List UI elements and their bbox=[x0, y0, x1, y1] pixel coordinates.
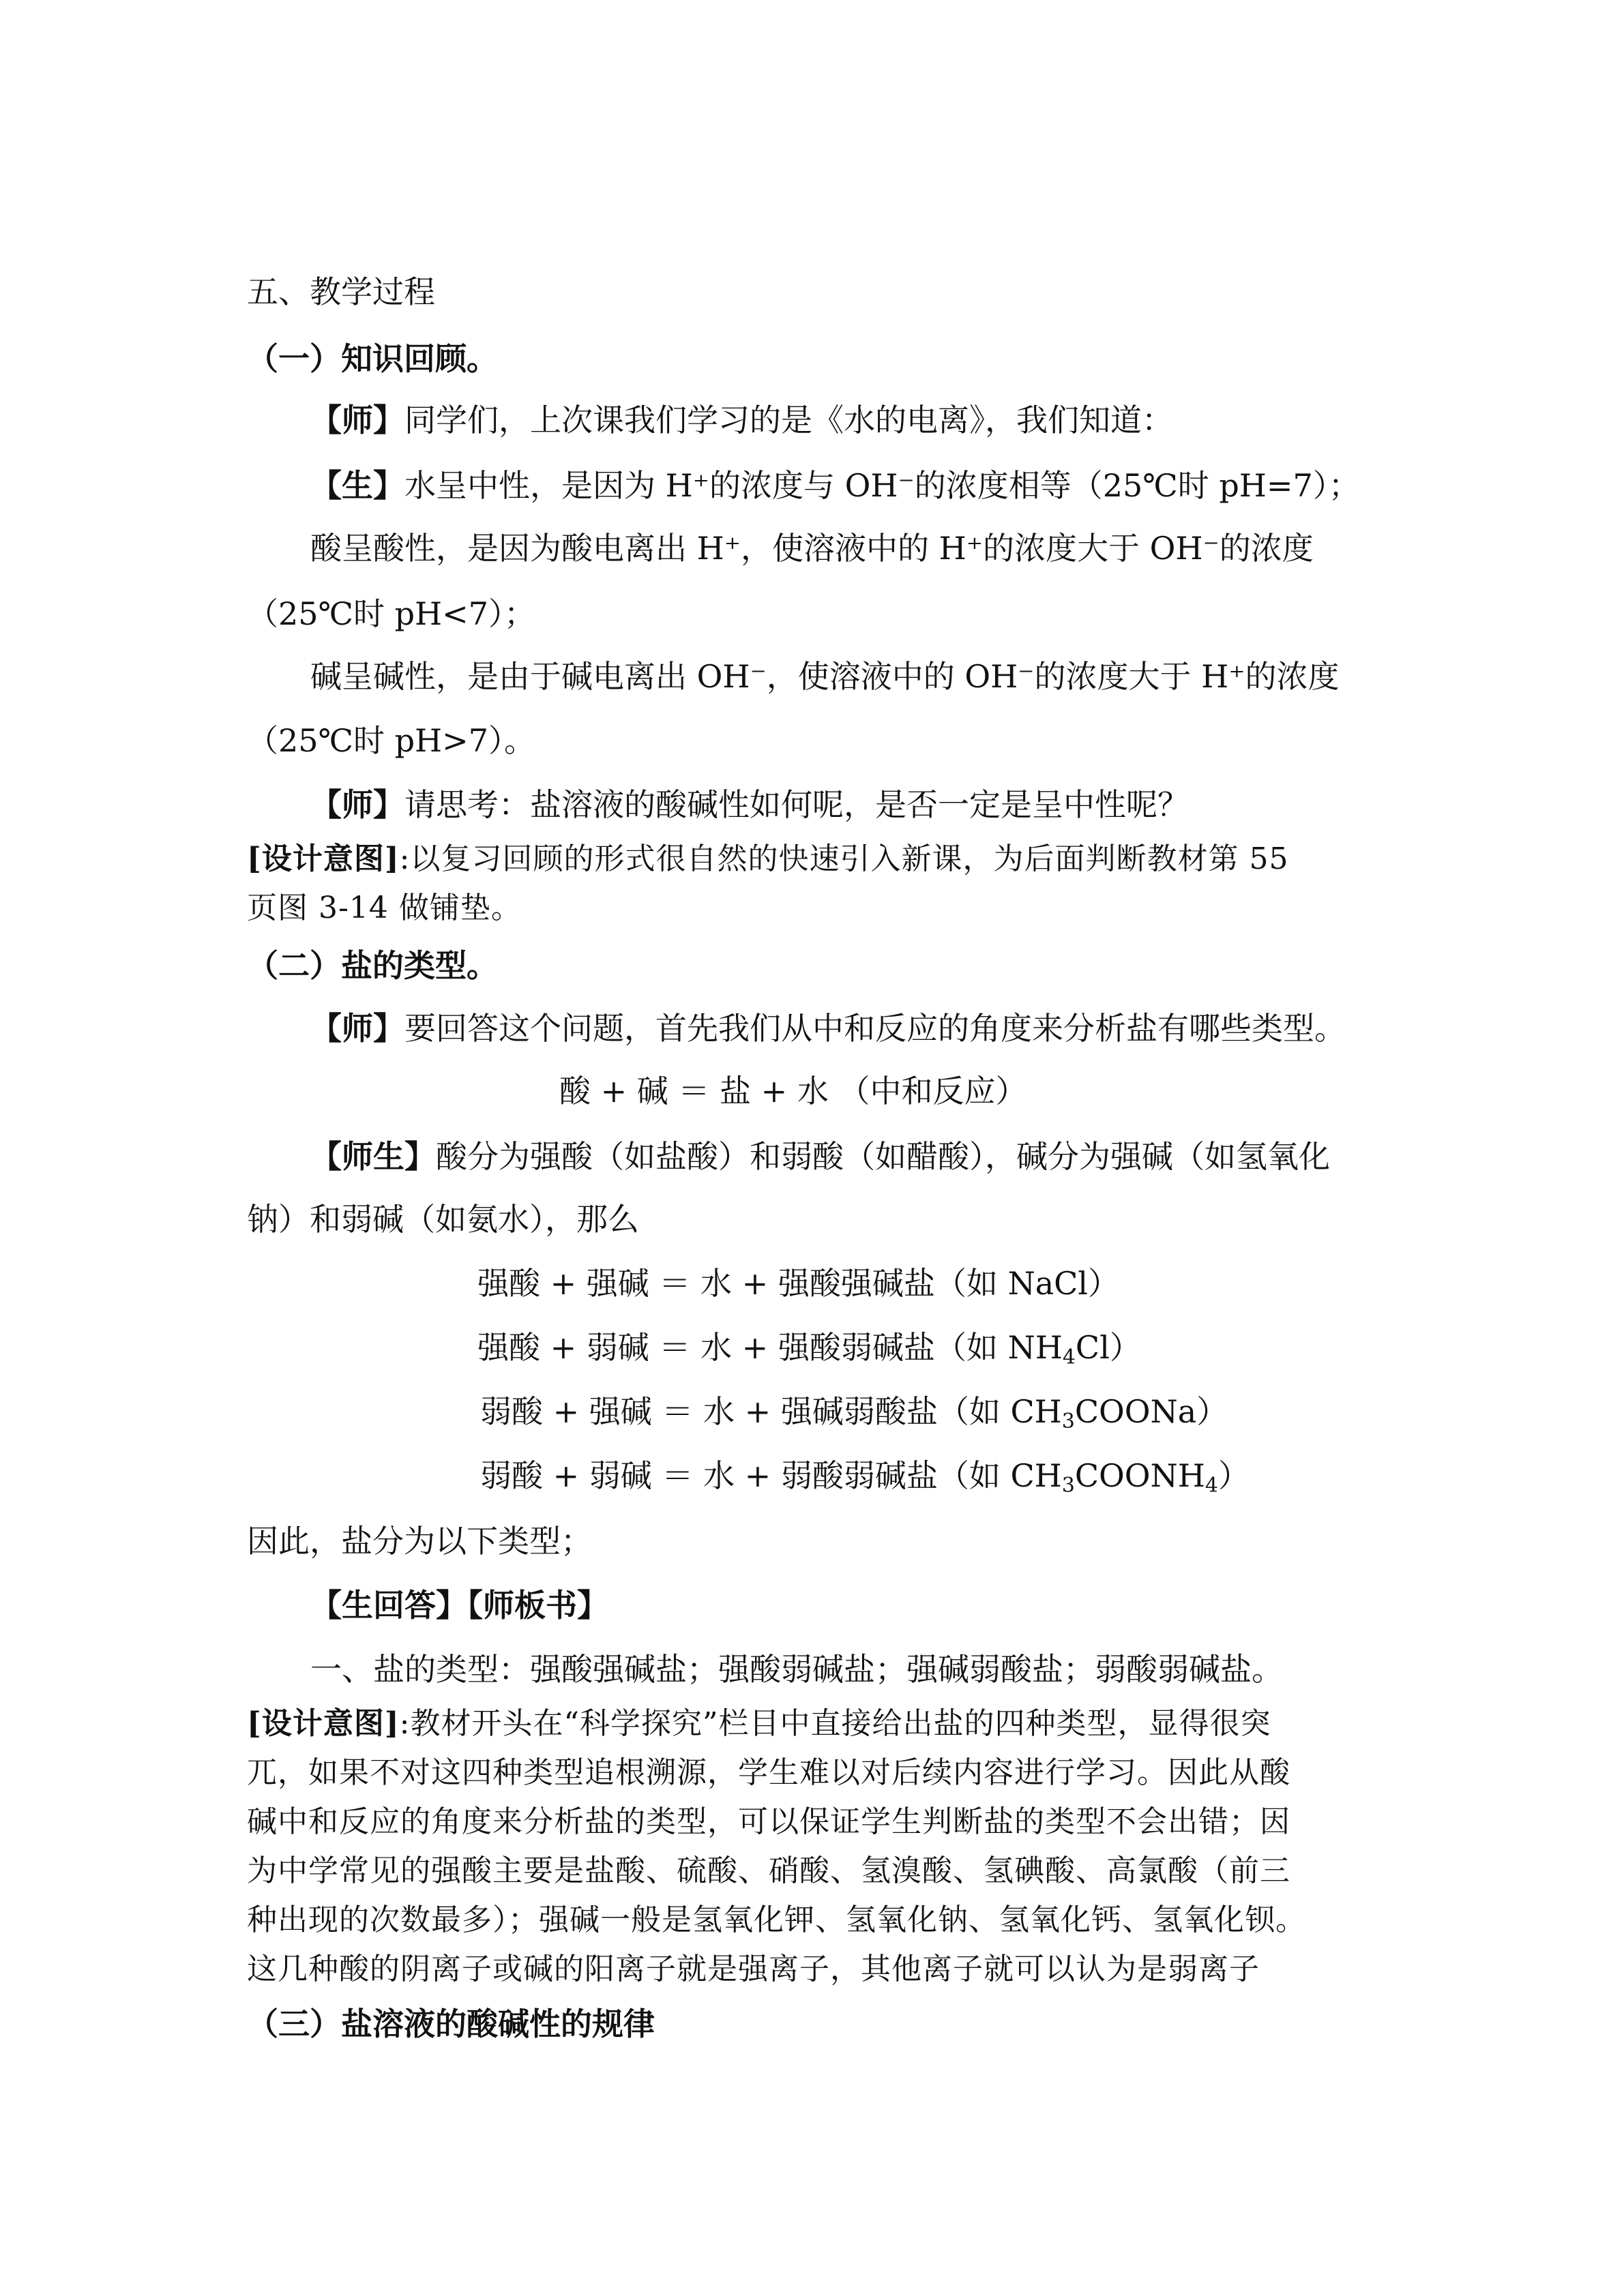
section-title: 五、教学过程 bbox=[247, 273, 435, 310]
equation-text: COONa） bbox=[1074, 1393, 1228, 1430]
base-line-b: （25℃时 pH>7）。 bbox=[247, 722, 535, 759]
teacher-tag: 【师】 bbox=[310, 1010, 404, 1047]
acid-line-a: 酸呈酸性，是因为酸电离出 H⁺，使溶液中的 H⁺的浓度大于 OH⁻的浓度 bbox=[310, 530, 1314, 567]
heading-knowledge-review: （一）知识回顾。 bbox=[247, 340, 498, 377]
teacher-line-3 bbox=[310, 1009, 1346, 1047]
design-intent-2f: 这几种酸的阴离子或碱的阳离子就是强离子，其他离子就可以认为是弱离子 bbox=[247, 1952, 1260, 1986]
teacher-text: 同学们，上次课我们学习的是《水的电离》，我们知道： bbox=[404, 402, 1173, 438]
subscript: 4 bbox=[1062, 1345, 1076, 1369]
teacher-student-tag: 【师生】 bbox=[310, 1138, 436, 1175]
equation-weak-strong bbox=[480, 1392, 1228, 1441]
equation-text: 强酸 + 弱碱 ＝ 水 + 强酸弱碱盐（如 NH bbox=[477, 1329, 1063, 1366]
teacher-tag: 【师】 bbox=[310, 402, 404, 438]
design-intent-1a bbox=[247, 840, 1288, 878]
design-intent-2a bbox=[247, 1705, 1271, 1743]
board-content-line: 一、盐的类型：强酸强碱盐；强酸弱碱盐；强碱弱酸盐；弱酸弱碱盐。 bbox=[310, 1651, 1283, 1688]
equation-text: ） bbox=[1217, 1457, 1250, 1494]
heading-salt-types: （二）盐的类型。 bbox=[247, 947, 498, 984]
subscript: 3 bbox=[1061, 1410, 1075, 1433]
design-tag: [设计意图] bbox=[247, 841, 400, 876]
student-tag: 【生】 bbox=[310, 467, 404, 504]
design-intent-2b: 兀，如果不对这四种类型追根溯源，学生难以对后续内容进行学习。因此从酸 bbox=[247, 1755, 1290, 1790]
teacher-student-line-b: 钠）和弱碱（如氨水），那么 bbox=[247, 1201, 639, 1238]
board-tag-line: 【生回答】【师板书】 bbox=[310, 1587, 608, 1624]
student-text: 水呈中性，是因为 H⁺的浓度与 OH⁻的浓度相等（25℃时 pH=7）； bbox=[404, 467, 1360, 504]
equation-strong-strong: 强酸 + 强碱 ＝ 水 + 强酸强碱盐（如 NaCl） bbox=[477, 1265, 1120, 1302]
teacher-question: 请思考：盐溶液的酸碱性如何呢，是否一定是呈中性呢？ bbox=[404, 786, 1189, 823]
heading-salt-solution-rules: （三）盐溶液的酸碱性的规律 bbox=[247, 2006, 655, 2042]
design-intent-1b: 页图 3-14 做铺垫。 bbox=[247, 891, 522, 925]
equation-text: COONH bbox=[1074, 1457, 1205, 1494]
teacher-line-2 bbox=[310, 786, 1189, 824]
acid-line-b: （25℃时 pH<7）； bbox=[247, 595, 535, 632]
teacher-tag: 【师】 bbox=[310, 786, 404, 823]
teacher-text: 要回答这个问题，首先我们从中和反应的角度来分析盐有哪些类型。 bbox=[404, 1010, 1346, 1047]
subscript: 4 bbox=[1205, 1474, 1218, 1497]
base-line-a: 碱呈碱性，是由于碱电离出 OH⁻，使溶液中的 OH⁻的浓度大于 H⁺的浓度 bbox=[310, 658, 1340, 695]
design-text: :以复习回顾的形式很自然的快速引入新课，为后面判断教材第 55 bbox=[399, 841, 1289, 876]
equation-text: Cl） bbox=[1075, 1329, 1141, 1366]
equation-weak-weak bbox=[480, 1457, 1250, 1505]
design-text: :教材开头在“科学探究”栏目中直接给出盐的四种类型，显得很突 bbox=[399, 1706, 1271, 1741]
design-intent-2e: 种出现的次数最多）；强碱一般是氢氧化钾、氢氧化钠、氢氧化钙、氢氧化钡。 bbox=[247, 1903, 1306, 1937]
teacher-student-line-a bbox=[310, 1137, 1330, 1176]
design-intent-2c: 碱中和反应的角度来分析盐的类型，可以保证学生判断盐的类型不会出错；因 bbox=[247, 1804, 1290, 1839]
design-tag: [设计意图] bbox=[247, 1706, 400, 1741]
neutralization-equation: 酸 + 碱 ＝ 盐 + 水 （中和反应） bbox=[559, 1073, 1027, 1109]
equation-strong-weak bbox=[477, 1328, 1141, 1377]
teacher-student-text: 酸分为强酸（如盐酸）和弱酸（如醋酸），碱分为强碱（如氢氧化 bbox=[436, 1138, 1330, 1175]
therefore-line: 因此，盐分为以下类型； bbox=[247, 1523, 592, 1560]
subscript: 3 bbox=[1061, 1474, 1075, 1497]
student-line-1 bbox=[310, 466, 1360, 505]
equation-text: 弱酸 + 强碱 ＝ 水 + 强碱弱酸盐（如 CH bbox=[480, 1393, 1062, 1430]
design-intent-2d: 为中学常见的强酸主要是盐酸、硫酸、硝酸、氢溴酸、氢碘酸、高氯酸（前三 bbox=[247, 1853, 1290, 1888]
equation-text: 弱酸 + 弱碱 ＝ 水 + 弱酸弱碱盐（如 CH bbox=[480, 1457, 1062, 1494]
teacher-line-1 bbox=[310, 401, 1173, 439]
